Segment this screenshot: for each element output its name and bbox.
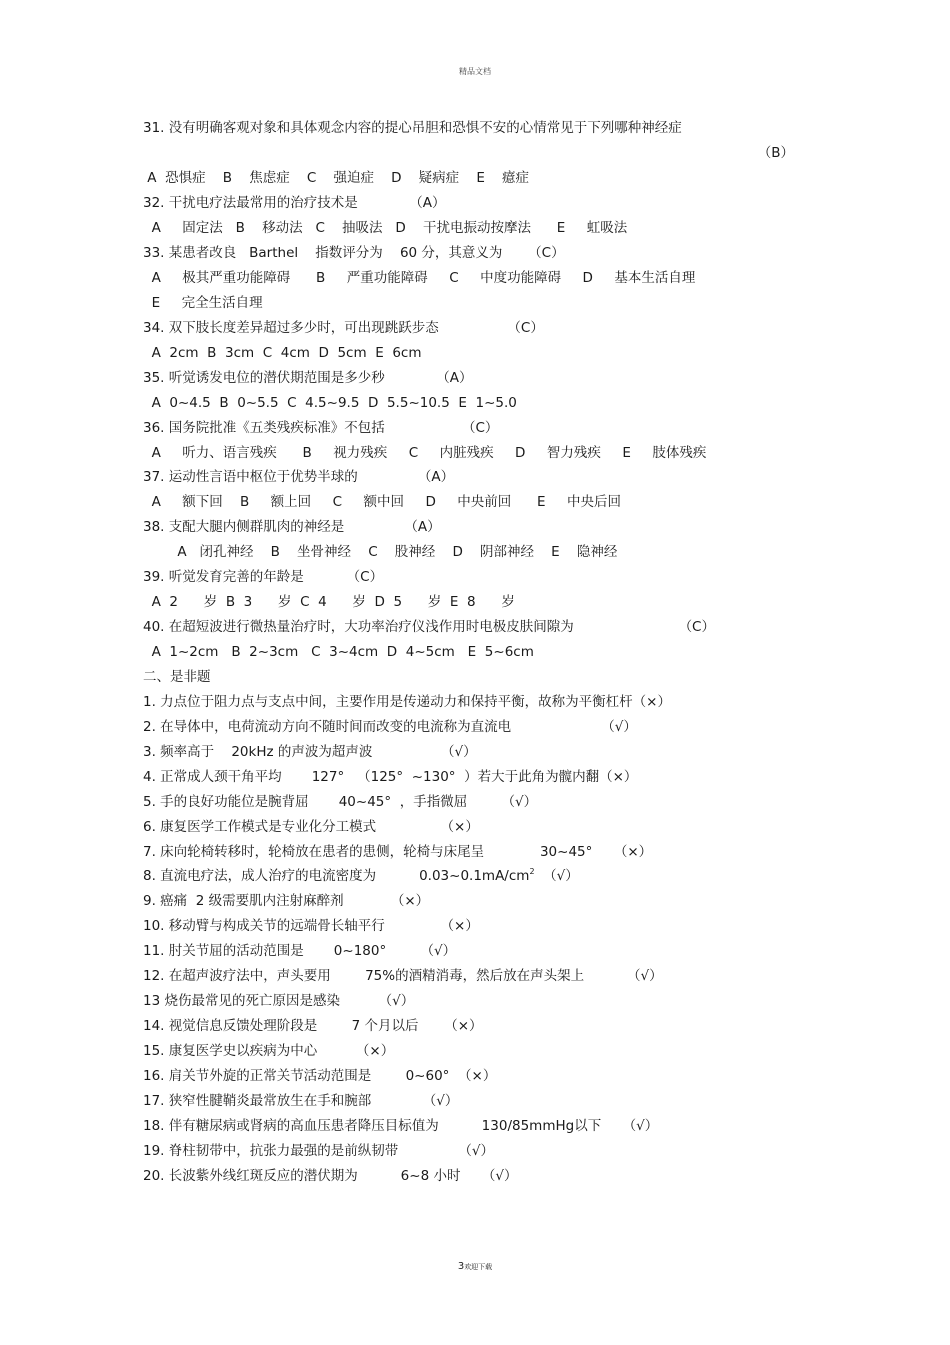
- q35-options: A 0~4.5 B 0~5.5 C 4.5~9.5 D 5.5~10.5 E 1~5.0: [143, 395, 517, 411]
- q39-stem: 39. 听觉发育完善的年龄是 （C）: [143, 569, 384, 585]
- q36-stem: 36. 国务院批准《五类残疾标准》不包括 （C）: [143, 420, 499, 436]
- tf-item: 11. 肘关节屈的活动范围是 0~180° （√）: [143, 943, 457, 959]
- q40-stem: 40. 在超短波进行微热量治疗时，大功率治疗仪浅作用时电极皮肤间隙为: [143, 619, 574, 635]
- tf-item: 12. 在超声波疗法中，声头要用 75%的酒精消毒，然后放在声头架上 （√）: [143, 968, 663, 984]
- tf-item: 9. 癌痛 2 级需要肌内注射麻醉剂 （×）: [143, 893, 430, 909]
- q34-options: A 2cm B 3cm C 4cm D 5cm E 6cm: [143, 345, 422, 361]
- q31-options: A 恐惧症 B 焦虑症 C 强迫症 D 疑病症 E 癔症: [143, 170, 530, 186]
- q35-stem: 35. 听觉诱发电位的潜伏期范围是多少秒 （A）: [143, 370, 473, 386]
- q36-options: A 听力、语言残疾 B 视力残疾 C 内脏残疾 D 智力残疾 E 肢体残疾: [143, 445, 707, 461]
- tf-item: 1. 力点位于阻力点与支点中间，主要作用是传递动力和保持平衡，故称为平衡杠杆（×）: [143, 694, 671, 710]
- q33-stem: 33. 某患者改良 Barthel 指数评分为 60 分，其意义为 （C）: [143, 245, 565, 261]
- q37-stem: 37. 运动性言语中枢位于优势半球的 （A）: [143, 469, 455, 485]
- tf-item: 4. 正常成人颈干角平均 127° （125° ~130° ）若大于此角为髋内翻（×）: [143, 769, 638, 785]
- tf-item: 17. 狭窄性腱鞘炎最常放生在手和腕部 （√）: [143, 1093, 459, 1109]
- tf-item: 5. 手的良好功能位是腕背屈 40~45° ，手指微屈 （√）: [143, 794, 538, 810]
- q31-stem: 31. 没有明确客观对象和具体观念内容的提心吊胆和恐惧不安的心情常见于下列哪种神经症: [143, 120, 682, 136]
- q39-options: A 2 岁 B 3 岁 C 4 岁 D 5 岁 E 8 岁: [143, 594, 515, 610]
- page-footer: [0, 1261, 950, 1272]
- tf-item: 18. 伴有糖尿病或肾病的高血压患者降压目标值为 130/85mmHg以下 （√）: [143, 1118, 659, 1134]
- tf-item: 15. 康复医学史以疾病为中心 （×）: [143, 1043, 395, 1059]
- q38-options: A 闭孔神经 B 坐骨神经 C 股神经 D 阴部神经 E 隐神经: [143, 544, 618, 560]
- tf-item: 2. 在导体中，电荷流动方向不随时间而改变的电流称为直流电 （√）: [143, 719, 637, 735]
- q32-stem: 32. 干扰电疗法最常用的治疗技术是 （A）: [143, 195, 446, 211]
- tf-item-8: [143, 867, 579, 885]
- tf-item: 6. 康复医学工作模式是专业化分工模式 （×）: [143, 819, 479, 835]
- tf-item-8-text: 8. 直流电疗法，成人治疗的电流密度为 0.03~0.1mA/cm: [143, 868, 530, 884]
- q37-options: A 额下回 B 额上回 C 额中回 D 中央前回 E 中央后回: [143, 494, 622, 510]
- q32-options: A 固定法 B 移动法 C 抽吸法 D 干扰电振动按摩法 E 虹吸法: [143, 220, 628, 236]
- section-title: 二、是非题: [143, 669, 211, 685]
- tf-item: 10. 移动臂与构成关节的远端骨长轴平行 （×）: [143, 918, 479, 934]
- footer-note: 欢迎下载: [464, 1263, 493, 1271]
- q38-stem: 38. 支配大腿内侧群肌肉的神经是 （A）: [143, 519, 441, 535]
- tf-item: 19. 脊柱韧带中，抗张力最强的是前纵韧带 （√）: [143, 1143, 494, 1159]
- q33-options-2: E 完全生活自理: [143, 295, 263, 311]
- tf-item: 14. 视觉信息反馈处理阶段是 7 个月以后 （×）: [143, 1018, 483, 1034]
- tf-item: 20. 长波紫外线红斑反应的潜伏期为 6~8 小时 （√）: [143, 1168, 518, 1184]
- page-number: 3: [457, 1261, 465, 1272]
- superscript: 2: [529, 867, 535, 876]
- q31-answer: （B）: [757, 145, 794, 161]
- tf-item: 16. 肩关节外旋的正常关节活动范围是 0~60° （×）: [143, 1068, 497, 1084]
- tf-item: 3. 频率高于 20kHz 的声波为超声波 （√）: [143, 744, 477, 760]
- q40-answer: （C）: [678, 619, 715, 635]
- page-header: 精品文档: [459, 67, 491, 76]
- tf-item-8-answer: （√）: [534, 868, 579, 884]
- tf-item: 13 烧伤最常见的死亡原因是感染 （√）: [143, 993, 415, 1009]
- tf-item: 7. 床向轮椅转移时，轮椅放在患者的患侧，轮椅与床尾呈 30~45° （×）: [143, 844, 653, 860]
- q34-stem: 34. 双下肢长度差异超过多少时，可出现跳跃步态 （C）: [143, 320, 544, 336]
- q33-options-1: A 极其严重功能障碍 B 严重功能障碍 C 中度功能障碍 D 基本生活自理: [143, 270, 696, 286]
- q40-options: A 1~2cm B 2~3cm C 3~4cm D 4~5cm E 5~6cm: [143, 644, 534, 660]
